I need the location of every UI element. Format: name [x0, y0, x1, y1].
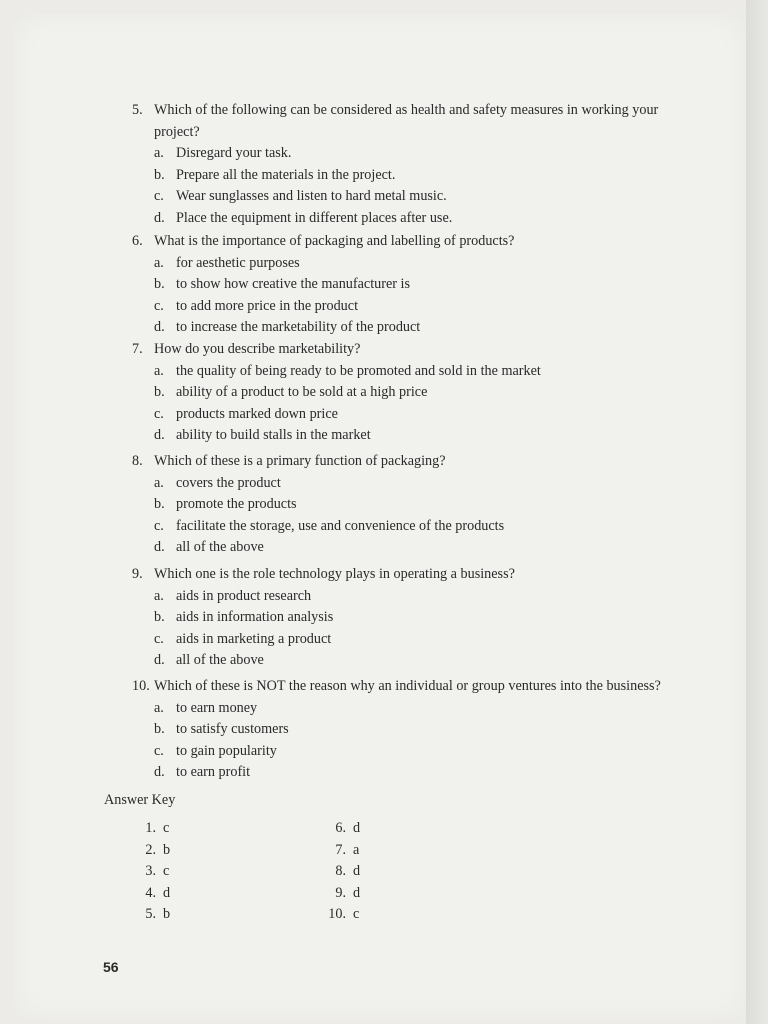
question-text: How do you describe marketability?	[154, 341, 361, 357]
option	[154, 253, 692, 275]
option	[154, 382, 692, 404]
option-letter: d.	[154, 427, 165, 443]
option-letter: a.	[154, 145, 164, 161]
option-text: all of the above	[176, 652, 264, 668]
answer-value: b	[163, 841, 171, 858]
option-letter: a.	[154, 362, 164, 379]
question-stem	[132, 231, 692, 253]
answer-number: 1.	[145, 820, 156, 836]
option	[154, 296, 692, 318]
answer-key-item	[324, 840, 360, 862]
option-letter: c.	[154, 297, 164, 314]
question-number: 7.	[132, 341, 143, 357]
option	[154, 274, 692, 296]
option-letter: a.	[154, 474, 164, 491]
option-text: to gain popularity	[176, 742, 277, 759]
question-text: Which one is the role technology plays in operating a business?	[154, 566, 515, 582]
answer-value: b	[163, 906, 171, 922]
answer-key-item	[134, 861, 170, 883]
question-stem	[132, 676, 712, 698]
option-text: promote the products	[176, 496, 297, 512]
option-letter: c.	[154, 517, 164, 534]
answer-key-right-column	[324, 818, 360, 926]
option-letter: d.	[154, 209, 165, 226]
question-text: Which of the following can be considered as health and safety measures in working your project?	[154, 102, 659, 140]
option-text: Place the equipment in different places after use.	[176, 209, 453, 226]
answer-value: d	[353, 863, 361, 879]
question-stem	[132, 100, 692, 143]
answer-value: c	[163, 820, 170, 836]
answer-key-item	[324, 861, 360, 883]
option	[154, 537, 692, 559]
option-letter: c.	[154, 188, 164, 204]
option-letter: b.	[154, 609, 165, 625]
question-text: What is the importance of packaging and labelling of products?	[154, 233, 515, 249]
option-text: Prepare all the materials in the project.	[176, 166, 396, 183]
option-text: all of the above	[176, 539, 264, 555]
option	[154, 650, 692, 672]
answer-number: 7.	[335, 841, 346, 858]
option	[154, 143, 692, 165]
answer-key-left-column	[134, 818, 170, 926]
option-letter: c.	[154, 405, 164, 422]
option	[154, 165, 692, 187]
option	[154, 494, 692, 516]
option-text: to show how creative the manufacturer is	[176, 276, 411, 292]
answer-key-item	[134, 904, 170, 926]
option-text: to earn profit	[176, 764, 251, 780]
option	[154, 741, 712, 763]
question-8	[132, 451, 692, 559]
question-stem	[132, 451, 692, 473]
question-number: 6.	[132, 233, 143, 249]
option	[154, 208, 692, 230]
option	[154, 516, 692, 538]
answer-number: 9.	[335, 884, 346, 901]
option-letter: d.	[154, 539, 165, 555]
option-text: ability of a product to be sold at a high price	[176, 384, 428, 400]
option	[154, 425, 692, 447]
question-stem	[132, 339, 692, 361]
option	[154, 629, 692, 651]
answer-number: 5.	[145, 906, 156, 922]
option-letter: b.	[154, 166, 165, 183]
answer-value: d	[353, 884, 361, 901]
option	[154, 698, 712, 720]
answer-key-item	[324, 904, 360, 926]
question-5	[132, 100, 692, 229]
question-text: Which of these is a primary function of packaging?	[154, 453, 446, 469]
answer-key-item	[134, 840, 170, 862]
option-text: products marked down price	[176, 405, 338, 422]
answer-key-title: Answer Key	[104, 792, 176, 808]
answer-key-item	[324, 818, 360, 840]
option-text: Disregard your task.	[176, 145, 292, 161]
answer-value: d	[353, 820, 361, 836]
option-letter: a.	[154, 699, 164, 716]
option-text: for aesthetic purposes	[176, 254, 300, 271]
option-letter: a.	[154, 254, 164, 271]
option	[154, 586, 692, 608]
answer-key-item	[134, 883, 170, 905]
option-letter: d.	[154, 652, 165, 668]
option	[154, 607, 692, 629]
question-number: 9.	[132, 566, 143, 582]
option-letter: c.	[154, 742, 164, 759]
question-9	[132, 564, 692, 672]
option-text: to satisfy customers	[176, 721, 289, 737]
answer-number: 2.	[145, 841, 156, 858]
option	[154, 473, 692, 495]
option	[154, 762, 712, 784]
option-letter: c.	[154, 630, 164, 647]
question-7	[132, 339, 692, 447]
option-text: to add more price in the product	[176, 297, 359, 314]
question-number: 8.	[132, 453, 143, 469]
answer-value: d	[163, 884, 171, 901]
answer-value: c	[353, 906, 360, 922]
option	[154, 186, 692, 208]
option-text: covers the product	[176, 474, 281, 491]
answer-number: 6.	[335, 820, 346, 836]
option-text: Wear sunglasses and listen to hard metal music.	[176, 188, 447, 204]
option-letter: b.	[154, 496, 165, 512]
answer-key-item	[324, 883, 360, 905]
page-number: 56	[103, 959, 119, 975]
option	[154, 317, 692, 339]
question-number: 5.	[132, 102, 143, 118]
option-text: to earn money	[176, 699, 258, 716]
answer-number: 3.	[145, 863, 156, 879]
answer-key-item	[134, 818, 170, 840]
answer-value: c	[163, 863, 170, 879]
option-text: ability to build stalls in the market	[176, 427, 371, 443]
option-text: to increase the marketability of the product	[176, 319, 421, 335]
option	[154, 719, 712, 741]
option-letter: b.	[154, 721, 165, 737]
option	[154, 404, 692, 426]
option-letter: a.	[154, 587, 164, 604]
option-text: aids in marketing a product	[176, 630, 332, 647]
answer-number: 8.	[335, 863, 346, 879]
option-text: the quality of being ready to be promoted and sold in the market	[176, 362, 541, 379]
option-text: aids in information analysis	[176, 609, 334, 625]
question-text: Which of these is NOT the reason why an individual or group ventures into the business?	[154, 678, 661, 694]
option-letter: d.	[154, 319, 165, 335]
option-letter: b.	[154, 276, 165, 292]
option-text: aids in product research	[176, 587, 312, 604]
option-letter: b.	[154, 384, 165, 400]
question-6	[132, 231, 692, 339]
answer-number: 10.	[328, 906, 346, 922]
answer-value: a	[353, 841, 360, 858]
question-10	[132, 676, 712, 784]
question-number: 10.	[132, 678, 150, 694]
option	[154, 361, 692, 383]
option-letter: d.	[154, 764, 165, 780]
question-stem	[132, 564, 692, 586]
answer-number: 4.	[145, 884, 156, 901]
option-text: facilitate the storage, use and convenience of the products	[176, 517, 505, 534]
